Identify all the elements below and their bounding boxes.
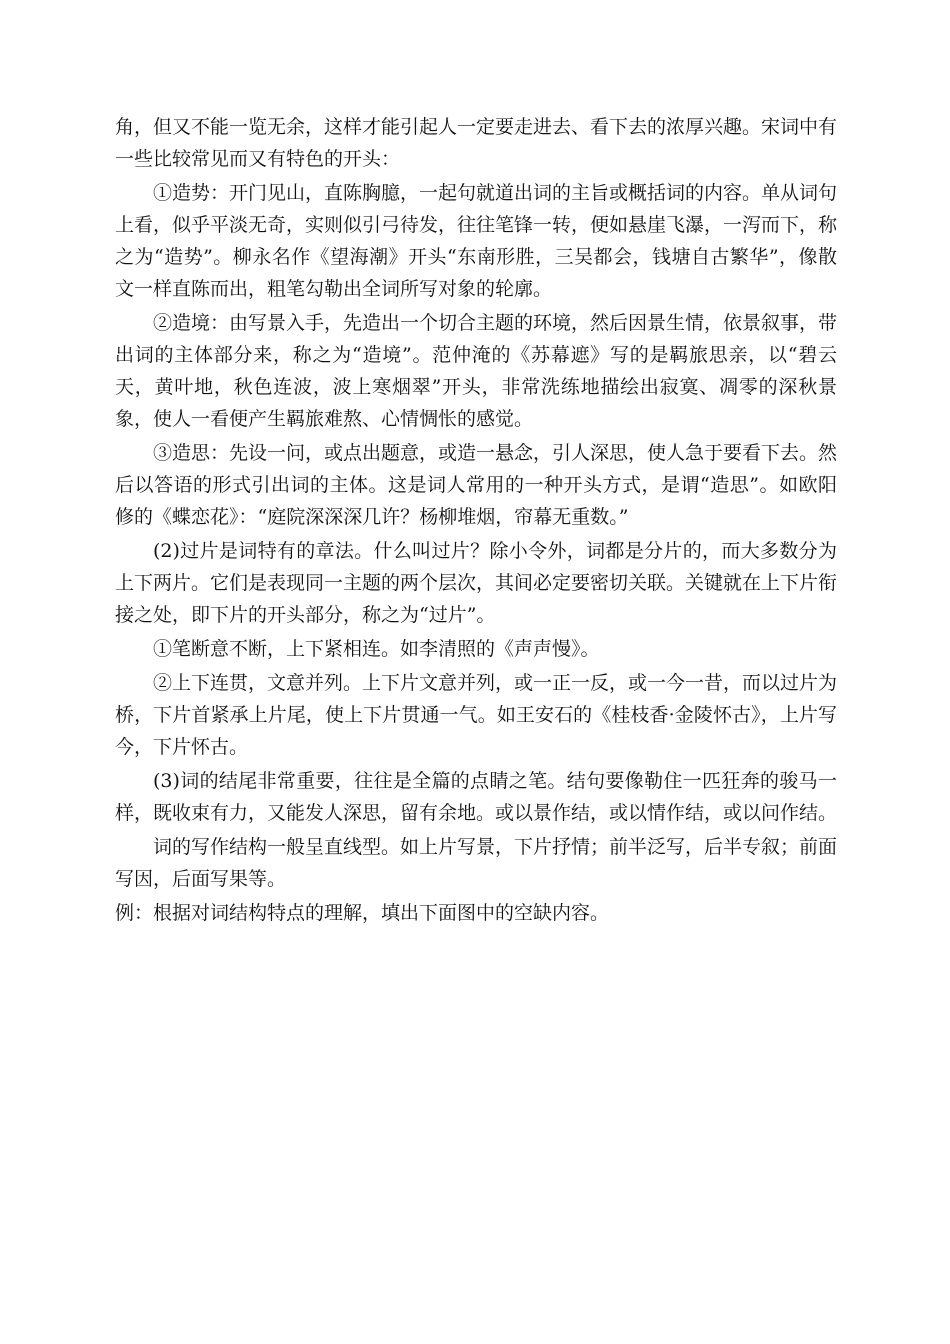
document-body xyxy=(115,111,837,931)
paragraph-example: 例：根据对词结构特点的理解，填出下面图中的空缺内容。 xyxy=(115,902,610,924)
paragraph-continuation: 角，但又不能一览无余，这样才能引起人一定要走进去、看下去的浓厚兴趣。宋词中有一些比较常见而又有特色的开头： xyxy=(115,116,838,170)
paragraph-guopian: (2)过片是词特有的章法。什么叫过片？除小令外，词都是分片的，而大多数分为上下两片。它们是表现同一主题的两个层次，其间必定要密切关联。关键就在上下片衔接之处，即下片的开头部分，称之为“过片”。 xyxy=(115,540,838,626)
paragraph-ending: (3)词的结尾非常重要，往往是全篇的点睛之笔。结句要像勒住一匹狂奔的骏马一样，既收束有力，又能发人深思，留有余地。或以景作结，或以情作结，或以问作结。 xyxy=(115,770,838,824)
paragraph-structure: 词的写作结构一般呈直线型。如上片写景，下片抒情；前半泛写，后半专叙；前面写因，后面写果等。 xyxy=(115,836,838,890)
paragraph-zaojing: ②造境：由写景入手，先造出一个切合主题的环境，然后因景生情，依景叙事，带出词的主体部分来，称之为“造境”。范仲淹的《苏幕遮》写的是羁旅思亲，以“碧云天，黄叶地，秋色连波，波上寒烟翠”开头，非常洗练地描绘出寂寞、凋零的深秋景象，使人一看便产生羁旅难熬、心情惆怅的感觉。 xyxy=(115,312,838,430)
paragraph-guopian-item-1: ①笔断意不断，上下紧相连。如李清照的《声声慢》。 xyxy=(153,638,600,660)
paragraph-zaosi: ③造思：先设一问，或点出题意，或造一悬念，引人深思，使人急于要看下去。然后以答语的形式引出词的主体。这是词人常用的一种开头方式，是谓“造思”。如欧阳修的《蝶恋花》：“庭院深深深几许？杨柳堆烟，帘幕无重数。” xyxy=(115,442,838,528)
paragraph-zaoshi: ①造势：开门见山，直陈胸臆，一起句就道出词的主旨或概括词的内容。单从词句上看，似乎平淡无奇，实则似引弓待发，往往笔锋一转，便如悬崖飞瀑，一泻而下，称之为“造势”。柳永名作《望海潮》开头“东南形胜，三吴都会，钱塘自古繁华”，像散文一样直陈而出，粗笔勾勒出全词所写对象的轮廓。 xyxy=(115,182,838,300)
paragraph-guopian-item-2: ②上下连贯，文意并列。上下片文意并列，或一正一反，或一今一昔，而以过片为桥，下片首紧承上片尾，使上下片贯通一气。如王安石的《桂枝香·金陵怀古》，上片写今，下片怀古。 xyxy=(115,672,838,758)
